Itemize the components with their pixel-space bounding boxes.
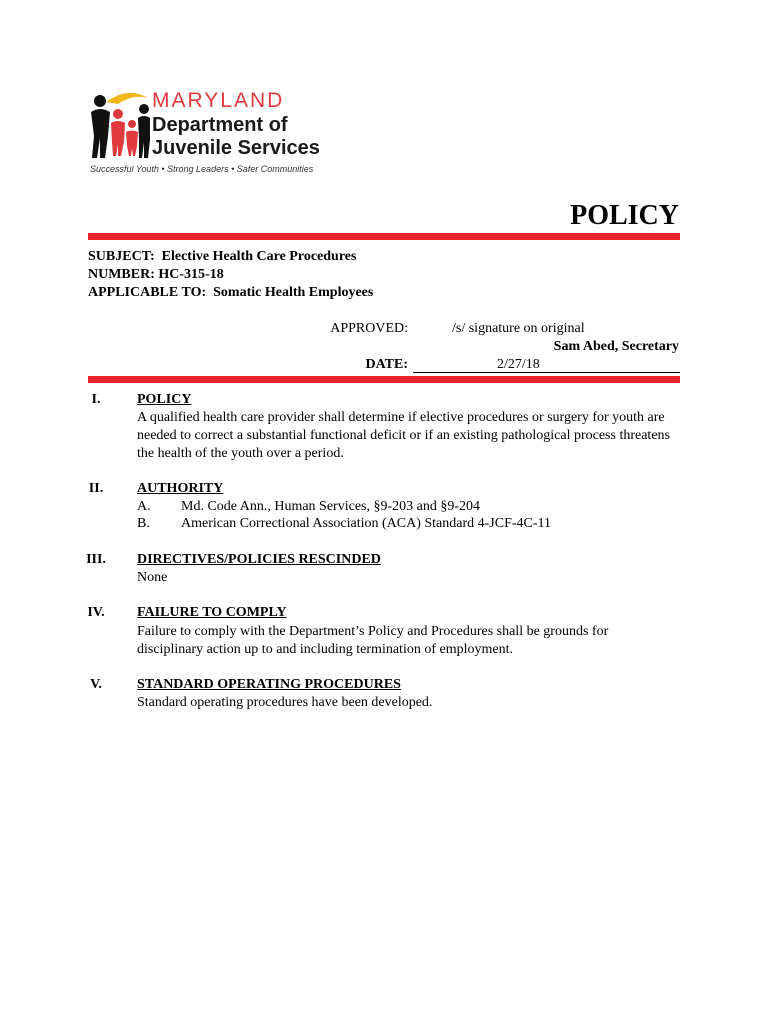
number-line (88, 266, 224, 284)
logo-department-name (152, 114, 320, 160)
date-value: 2/27/18 (497, 357, 540, 372)
authority-b-letter: B. (137, 516, 150, 531)
number-value: HC-315-18 (158, 267, 224, 282)
subject-line (88, 248, 356, 266)
section-3-numeral: III. (86, 552, 106, 567)
section-5-numeral: V. (90, 677, 102, 692)
logo-state-name: MARYLAND (152, 89, 285, 112)
authority-a-text: Md. Code Ann., Human Services, §9-203 and §9-204 (181, 499, 481, 514)
authority-b-text: American Correctional Association (ACA) Standard 4-JCF-4C-11 (181, 516, 552, 531)
logo-dept-line2: Juvenile Services (152, 137, 320, 159)
logo-dept-line1: Department of (152, 114, 288, 136)
section-3-title: DIRECTIVES/POLICIES RESCINDED (137, 552, 381, 567)
date-underline (413, 372, 680, 373)
applicable-value: Somatic Health Employees (213, 285, 374, 300)
section-1-numeral: I. (91, 392, 101, 407)
section-5-title: STANDARD OPERATING PROCEDURES (137, 677, 401, 692)
section-4-text: Failure to comply with the Department’s Policy and Procedures shall be grounds for disciplinary action up to and including termination of employment. (137, 624, 609, 657)
section-4-title: FAILURE TO COMPLY (137, 605, 287, 620)
header-divider-bottom (88, 376, 680, 383)
subject-value: Elective Health Care Procedures (161, 249, 357, 264)
section-1-text: A qualified health care provider shall determine if elective procedures or surgery for youth are needed to correct a substantial functional deficit or if an existing pathological process threatens the health of the youth over a period. (137, 410, 670, 461)
section-4-numeral: IV. (87, 605, 105, 620)
applicable-line (88, 284, 373, 302)
agency-logo (88, 90, 318, 180)
header-divider-top (88, 233, 680, 240)
applicable-label: APPLICABLE TO: (88, 285, 207, 300)
section-2-title: AUTHORITY (137, 481, 224, 496)
approver-name: Sam Abed, Secretary (553, 339, 679, 354)
section-5-text: Standard operating procedures have been developed. (137, 695, 433, 710)
document-type-title: POLICY (570, 200, 679, 231)
family-figures-icon (88, 92, 150, 158)
subject-label: SUBJECT: (88, 249, 155, 264)
section-1-title: POLICY (137, 392, 192, 407)
section-3-text: None (137, 570, 168, 585)
date-label: DATE: (365, 357, 408, 372)
approval-signature: /s/ signature on original (452, 321, 585, 336)
authority-a-letter: A. (137, 499, 151, 514)
approved-label: APPROVED: (330, 321, 408, 336)
section-2-numeral: II. (88, 481, 104, 496)
logo-tagline: Successful Youth • Strong Leaders • Safer Communities (90, 164, 314, 174)
number-label: NUMBER: (88, 267, 155, 282)
